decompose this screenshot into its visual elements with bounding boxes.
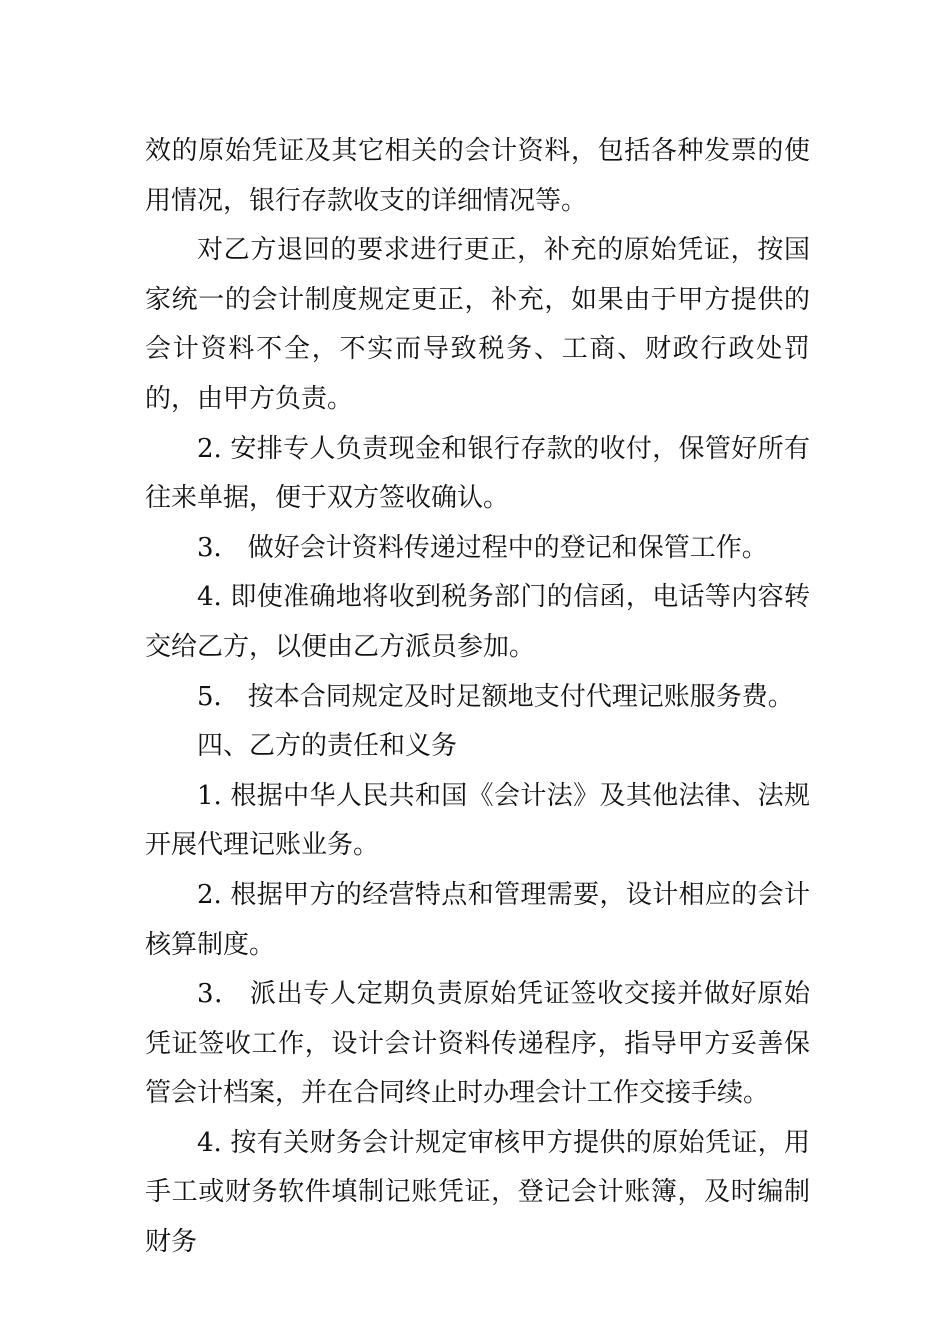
paragraph-party-a-item-3: 3． 做好会计资料传递过程中的登记和保管工作。 (197, 532, 768, 563)
paragraph-party-a-item-4: 4. 即使准确地将收到税务部门的信函，电话等内容转交给乙方，以便由乙方派员参加。 (145, 582, 810, 662)
document-body (145, 127, 810, 1268)
paragraph-party-b-item-3: 3． 派出专人定期负责原始凭证签收交接并做好原始凭证签收工作，设计会计资料传递程序，指导甲方妥善保管会计档案，并在合同终止时办理会计工作交接手续。 (145, 979, 810, 1109)
paragraph-continuation: 效的原始凭证及其它相关的会计资料，包括各种发票的使用情况，银行存款收支的详细情况等。 (145, 136, 810, 216)
paragraph-party-a-item-5: 5． 按本合同规定及时足额地支付代理记账服务费。 (197, 681, 794, 712)
paragraph-correction: 对乙方退回的要求进行更正，补充的原始凭证，按国家统一的会计制度规定更正，补充，如果由于甲方提供的会计资料不全，不实而导致税务、工商、财政行政处罚的，由甲方负责。 (145, 235, 810, 414)
paragraph-party-a-item-2: 2. 安排专人负责现金和银行存款的收付，保管好所有往来单据，便于双方签收确认。 (145, 433, 810, 514)
section-heading-party-b: 四、乙方的责任和义务 (197, 731, 458, 762)
paragraph-party-b-item-4: 4. 按有关财务会计规定审核甲方提供的原始凭证，用手工或财务软件填制记账凭证，登记会计账簿，及时编制财务 (145, 1127, 810, 1258)
paragraph-party-b-item-1: 1. 根据中华人民共和国《会计法》及其他法律、法规开展代理记账业务。 (145, 780, 810, 861)
paragraph-party-b-item-2: 2. 根据甲方的经营特点和管理需要，设计相应的会计核算制度。 (145, 879, 810, 960)
